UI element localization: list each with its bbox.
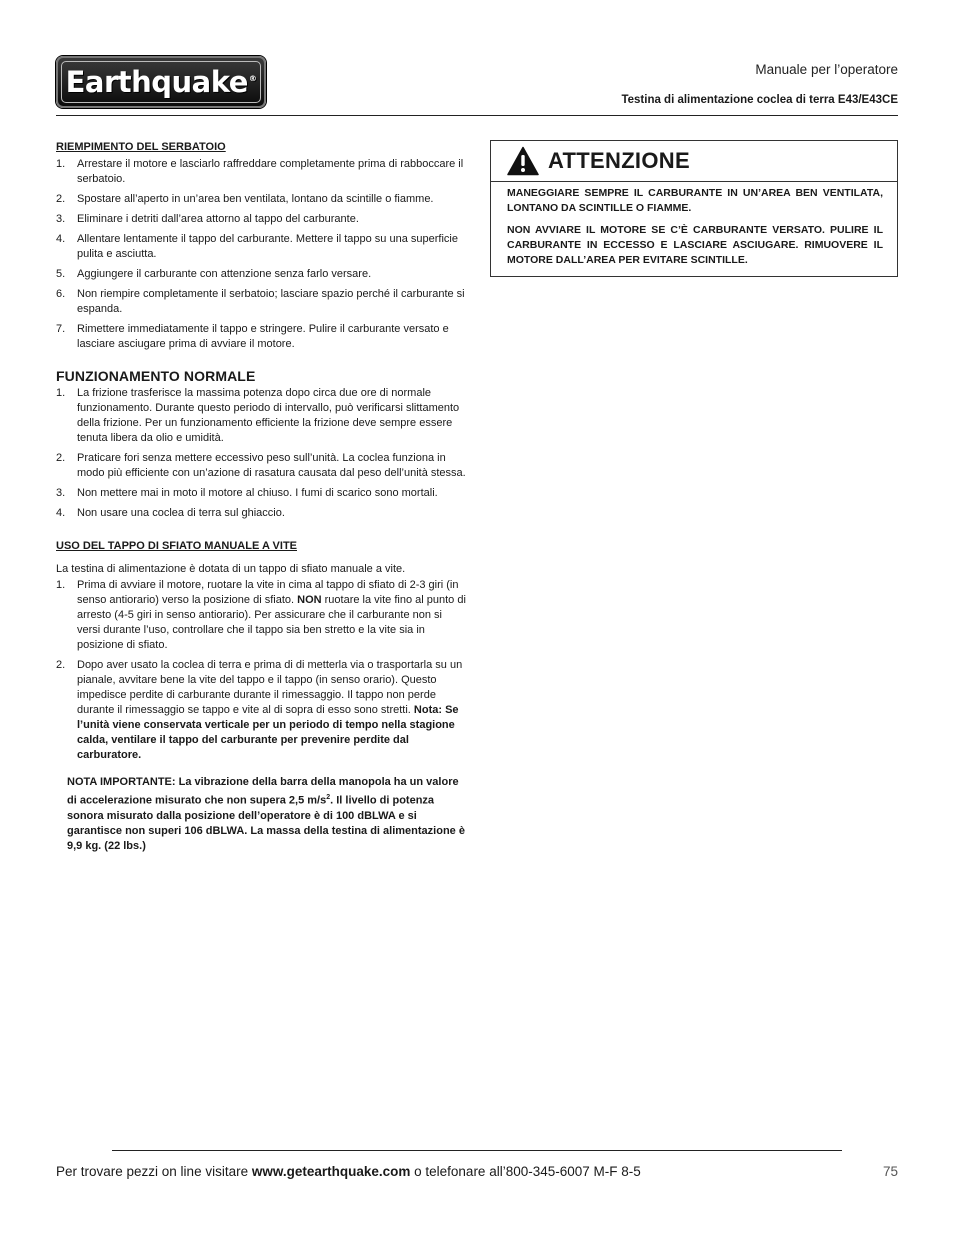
list-item: [56, 232, 466, 262]
list-item: [56, 506, 466, 521]
list-item: [56, 486, 466, 501]
footer-text-before: Per trovare pezzi on line visitare: [56, 1164, 252, 1179]
footer-divider: [112, 1150, 842, 1151]
list-item: [56, 157, 466, 187]
item-text: Aggiungere il carburante con attenzione senza farlo versare.: [77, 268, 372, 280]
item-text: Non usare una coclea di terra sul ghiaccio.: [77, 507, 285, 519]
item-text: Arrestare il motore e lasciarlo raffreddare completamente prima di rabboccare il serbatoio.: [77, 158, 464, 185]
warning-paragraph-1: MANEGGIARE SEMPRE IL CARBURANTE IN UN’AREA BEN VENTILATA, LONTANO DA SCINTILLE O FIAMME.: [507, 187, 883, 214]
note-superscript: 2: [326, 794, 331, 801]
warning-header: [491, 141, 897, 181]
manual-label: Manuale per l’operatore: [755, 62, 898, 77]
item-emphasis: NON: [297, 594, 322, 606]
item-text: Dopo aver usato la coclea di terra e prima di di metterla via o trasportarla su un pianale, avvitare bene la vite del tappo e il tappo (in senso orario). Questo impedisce perdite di carburante durante il rimessaggio. Il tappo non perde durante il rimessaggio se tappo e vite al di sopra di esso sono stretti.: [77, 659, 463, 716]
warning-box: [490, 140, 898, 277]
left-column: [56, 140, 466, 854]
note-text: . Il livello di potenza sonora misurato dalla posizione dell’operatore è di 100 dBLWA e si garantisce non superi 106 dBLWA. La massa della testina di alimentazione è 9,9 kg. (22 lbs.): [67, 794, 465, 852]
website-link[interactable]: www.getearthquake.com: [251, 1164, 411, 1179]
list-item: [56, 267, 466, 282]
item-number: 4.: [56, 507, 66, 519]
document-subtitle: Testina di alimentazione coclea di terra E43/E43CE: [621, 94, 898, 106]
important-note: [67, 775, 466, 854]
section-title-refill: RIEMPIMENTO DEL SERBATOIO: [56, 141, 226, 153]
normal-list: [56, 386, 466, 521]
list-item: [56, 322, 466, 352]
list-item: [56, 192, 466, 207]
item-number: 2.: [56, 452, 66, 464]
logo-text: [66, 65, 257, 99]
item-number: 1.: [56, 158, 66, 170]
warning-body: [491, 182, 897, 268]
item-number: 2.: [56, 659, 66, 671]
footer-text-after: o telefonare all’800-345-6007 M-F 8-5: [410, 1164, 641, 1179]
vent-list: [56, 578, 466, 763]
warning-triangle-icon: [507, 146, 539, 176]
header-right: [755, 62, 898, 77]
item-number: 3.: [56, 213, 66, 225]
item-number: 5.: [56, 268, 66, 280]
page-number: 75: [882, 1164, 898, 1179]
footer-text: [56, 1164, 641, 1179]
item-number: 7.: [56, 323, 66, 335]
item-text: Allentare lentamente il tappo del carburante. Mettere il tappo su una superficie pulita e asciutta.: [77, 233, 458, 260]
item-text: Prima di avviare il motore, ruotare la vite in cima al tappo di sfiato di 2-3 giri (in senso antiorario) verso la posizione di sfiato.: [77, 579, 459, 606]
item-text: Rimettere immediatamente il tappo e stringere. Pulire il carburante versato e lasciare asciugare prima di avviare il motore.: [77, 323, 449, 350]
note-text: NOTA IMPORTANTE: La vibrazione della barra della manopola ha un valore di accelerazione misurato che non supera 2,5 m/s: [67, 776, 459, 807]
list-item: [56, 578, 466, 653]
item-text: Praticare fori senza mettere eccessivo peso sull’unità. La coclea funziona in modo più efficiente con un’azione di rasatura causata dal peso dell’unità stessa.: [77, 452, 466, 479]
item-text: Spostare all’aperto in un’area ben ventilata, lontano da scintille o fiamme.: [77, 193, 434, 205]
list-item: [56, 212, 466, 227]
item-number: 2.: [56, 193, 66, 205]
vent-intro: La testina di alimentazione è dotata di un tappo di sfiato manuale a vite.: [56, 563, 406, 575]
section-title-vent: USO DEL TAPPO DI SFIATO MANUALE A VITE: [56, 540, 297, 552]
section-title-normal: FUNZIONAMENTO NORMALE: [56, 368, 256, 384]
item-number: 6.: [56, 288, 66, 300]
item-number: 1.: [56, 579, 66, 591]
list-item: [56, 451, 466, 481]
item-text: Non mettere mai in moto il motore al chiuso. I fumi di scarico sono mortali.: [77, 487, 438, 499]
list-item: [56, 287, 466, 317]
registered-mark: ®: [248, 74, 257, 84]
list-item: [56, 386, 466, 446]
warning-paragraph-2: NON AVVIARE IL MOTORE SE C’È CARBURANTE VERSATO. PULIRE IL CARBURANTE IN ECCESSO E LASCIARE ASCIUGARE. RIMUOVERE IL MOTORE DALL’AREA PER EVITARE SCINTILLE.: [507, 224, 883, 266]
item-text: La frizione trasferisce la massima potenza dopo circa due ore di normale funzionamento. Durante questo periodo di intervallo, può verificarsi slittamento della frizione. Per un funzionamento efficiente la frizione deve sempre essere tenuta libera da olio e umidità.: [77, 387, 460, 444]
item-number: 1.: [56, 387, 66, 399]
logo-wordmark: Earthquake: [65, 65, 248, 99]
item-text: Eliminare i detriti dall’area attorno al tappo del carburante.: [77, 213, 359, 225]
header-divider: [56, 115, 898, 116]
earthquake-logo: [56, 56, 266, 108]
list-item: [56, 658, 466, 763]
item-text: Non riempire completamente il serbatoio; lasciare spazio perché il carburante si espanda.: [77, 288, 465, 315]
item-number: 4.: [56, 233, 66, 245]
item-note: Nota: Se l’unità viene conservata verticale per un periodo di tempo nella stagione calda, ventilare il tappo del carburante per prevenire perdite dal carburatore.: [77, 704, 459, 761]
warning-title: ATTENZIONE: [548, 148, 690, 173]
item-text: ruotare la vite fino al punto di arresto (4-5 giri in senso antiorario). Per assicurare che il carburante non si versi durante l’uso, controllare che il tappo sia ben stretto e la vite sia in posizione di sfiato.: [77, 594, 466, 651]
item-number: 3.: [56, 487, 66, 499]
refill-list: [56, 157, 466, 352]
